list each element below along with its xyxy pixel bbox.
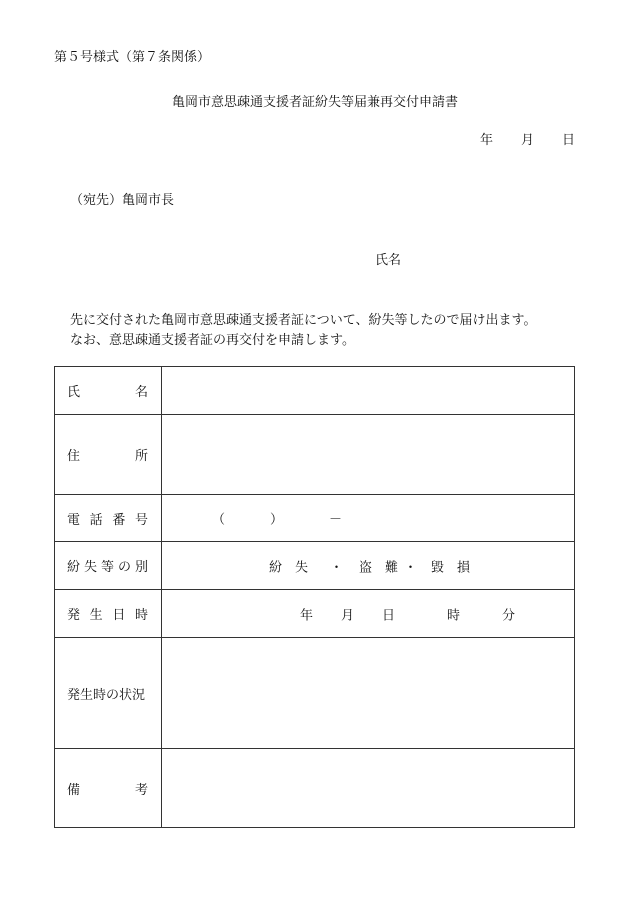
label-datetime: 発 生 日 時	[55, 590, 162, 638]
addressee: （宛先）亀岡市長	[70, 193, 175, 208]
body-text-line-1: 先に交付された亀岡市意思疎通支援者証について、紛失等したので届け出ます。	[70, 313, 537, 328]
date-month-label: 月	[521, 133, 535, 148]
address-field[interactable]	[162, 415, 575, 495]
phone-paren-close: ）	[270, 512, 284, 528]
remarks-field[interactable]	[162, 749, 575, 828]
row-circumstances	[55, 638, 575, 749]
option-separator-2: ・	[404, 560, 418, 575]
date-year-label: 年	[480, 133, 494, 148]
option-stolen[interactable]: 盗 難	[359, 560, 399, 575]
form-title: 亀岡市意思疎通支援者証紛失等届兼再交付申請書	[171, 95, 458, 110]
form-number: 第５号様式（第７条関係）	[54, 50, 211, 65]
label-circumstances: 発生時の状況	[55, 638, 162, 749]
circumstances-field[interactable]	[162, 638, 575, 749]
label-remarks: 備 考	[55, 749, 162, 828]
date-day-label: 日	[562, 133, 576, 148]
phone-dash: －	[329, 512, 343, 528]
row-remarks	[55, 749, 575, 828]
datetime-hour: 時	[447, 608, 461, 623]
option-separator-1: ・	[330, 560, 344, 575]
datetime-field[interactable]	[162, 590, 575, 638]
applicant-name-label: 氏名	[375, 253, 402, 268]
row-name	[55, 367, 575, 415]
row-datetime	[55, 590, 575, 638]
label-address: 住 所	[55, 415, 162, 495]
body-text-line-2: なお、意思疎通支援者証の再交付を申請します。	[70, 333, 355, 348]
datetime-month: 月	[341, 608, 355, 623]
row-loss-type	[55, 542, 575, 590]
label-phone: 電 話 番 号	[55, 495, 162, 542]
phone-field[interactable]	[162, 495, 575, 542]
option-damaged[interactable]: 毀 損	[431, 560, 471, 575]
datetime-minute: 分	[502, 608, 516, 623]
loss-type-field	[162, 542, 575, 590]
datetime-day: 日	[382, 608, 396, 623]
label-loss-type: 紛 失 等 の 別	[55, 542, 162, 590]
datetime-year: 年	[300, 608, 314, 623]
application-form-table	[54, 366, 575, 828]
row-address	[55, 415, 575, 495]
option-lost[interactable]: 紛 失	[269, 560, 309, 575]
name-field[interactable]	[162, 367, 575, 415]
row-phone	[55, 495, 575, 542]
phone-paren-open: （	[212, 512, 226, 528]
label-name: 氏 名	[55, 367, 162, 415]
